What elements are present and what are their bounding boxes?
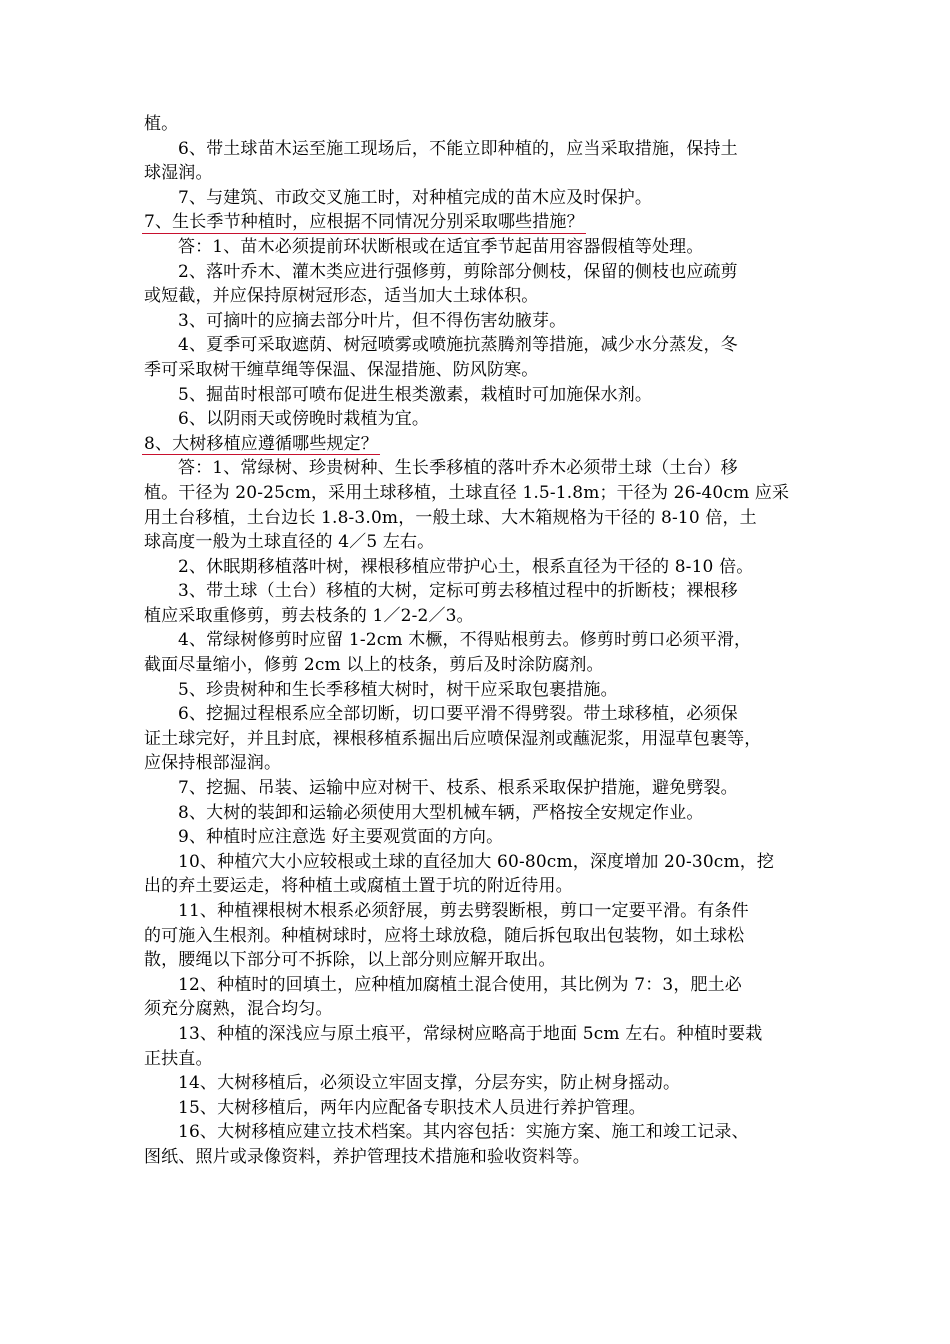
- text-line: 季可采取树干缠草绳等保温、保湿措施、防风防寒。: [144, 359, 539, 380]
- text-line: 3、可摘叶的应摘去部分叶片，但不得伤害幼腋芽。: [178, 310, 567, 331]
- text-line: 应保持根部湿润。: [144, 753, 282, 774]
- text-line: 证土球完好，并且封底，裸根移植系掘出后应喷保湿剂或蘸泥浆，用湿草包裹等，: [144, 728, 762, 749]
- text-line: 正扶直。: [144, 1048, 213, 1069]
- text-line: 4、常绿树修剪时应留 1-2cm 木橛，不得贴根剪去。修剪时剪口必须平滑，: [178, 630, 752, 651]
- text-line: 6、带土球苗木运至施工现场后，不能立即种植的，应当采取措施，保持土: [178, 138, 738, 159]
- text-line: 3、带土球（土台）移植的大树，定标可剪去移植过程中的折断枝；裸根移: [178, 581, 738, 602]
- question-text: 7、生长季节种植时，应根据不同情况分别采取哪些措施？: [144, 212, 584, 233]
- question-text: 8、大树移植应遵循哪些规定？: [144, 433, 378, 454]
- text-line: 出的弃土要运走，将种植土或腐植土置于坑的附近待用。: [144, 876, 573, 897]
- text-line: 4、夏季可采取遮荫、树冠喷雾或喷施抗蒸腾剂等措施，减少水分蒸发，冬: [178, 335, 738, 356]
- text-line: 15、大树移植后，两年内应配备专职技术人员进行养护管理。: [178, 1097, 646, 1118]
- text-line: 2、休眠期移植落叶树，裸根移植应带护心土，根系直径为干径的 8-10 倍。: [178, 556, 754, 577]
- text-line: 植。干径为 20-25cm，采用土球移植，土球直径 1.5-1.8m；干径为 26-40cm 应采: [144, 482, 790, 503]
- text-line: 2、落叶乔木、灌木类应进行强修剪，剪除部分侧枝，保留的侧枝也应疏剪: [178, 261, 738, 282]
- text-line: 答：1、苗木必须提前环状断根或在适宜季节起苗用容器假植等处理。: [178, 236, 704, 257]
- question-heading: [144, 432, 808, 457]
- red-underline: [142, 454, 380, 455]
- red-underline: [142, 233, 586, 234]
- text-line: 13、种植的深浅应与原土痕平，常绿树应略高于地面 5cm 左右。种植时要栽: [178, 1023, 763, 1044]
- question-heading: [144, 210, 808, 235]
- text-line: 用土台移植，土台边长 1.8-3.0m，一般土球、大木箱规格为干径的 8-10 倍，土: [144, 507, 757, 528]
- text-line: 或短截，并应保持原树冠形态，适当加大土球体积。: [144, 286, 539, 307]
- text-line: 14、大树移植后，必须设立牢固支撑，分层夯实，防止树身摇动。: [178, 1073, 681, 1094]
- text-line: 7、挖掘、吊装、运输中应对树干、枝系、根系采取保护措施，避免劈裂。: [178, 778, 738, 799]
- text-line: 球高度一般为土球直径的 4／5 左右。: [144, 532, 435, 553]
- text-line: 6、以阴雨天或傍晚时栽植为宜。: [178, 409, 430, 430]
- text-line: 12、种植时的回填土，应种植加腐植土混合使用，其比例为 7：3，肥土必: [178, 974, 742, 995]
- text-line: 8、大树的装卸和运输必须使用大型机械车辆，严格按全安规定作业。: [178, 802, 704, 823]
- text-line: 须充分腐熟，混合均匀。: [144, 999, 333, 1020]
- text-line: 5、珍贵树种和生长季移植大树时，树干应采取包裹措施。: [178, 679, 618, 700]
- text-line: 6、挖掘过程根系应全部切断，切口要平滑不得劈裂。带土球移植，必须保: [178, 704, 738, 725]
- text-line: 植应采取重修剪，剪去枝条的 1／2-2／3。: [144, 605, 474, 626]
- text-line: 7、与建筑、市政交叉施工时，对种植完成的苗木应及时保护。: [178, 187, 653, 208]
- text-line: 的可施入生根剂。种植树球时，应将土球放稳，随后拆包取出包装物，如土球松: [144, 925, 745, 946]
- text-line: 答：1、常绿树、珍贵树种、生长季移植的落叶乔木必须带土球（土台）移: [178, 458, 738, 479]
- text-line: 散，腰绳以下部分可不拆除，以上部分则应解开取出。: [144, 950, 556, 971]
- document-body: [144, 112, 808, 1170]
- text-line: 植。: [144, 114, 179, 134]
- text-line: 16、大树移植应建立技术档案。其内容包括：实施方案、施工和竣工记录、: [178, 1122, 749, 1143]
- text-line: 图纸、照片或录像资料，养护管理技术措施和验收资料等。: [144, 1146, 590, 1167]
- text-line: 9、种植时应注意选 好主要观赏面的方向。: [178, 827, 504, 848]
- text-line: 10、种植穴大小应较根或土球的直径加大 60-80cm，深度增加 20-30cm，挖: [178, 851, 775, 872]
- text-line: 11、种植裸根树木根系必须舒展，剪去劈裂断根，剪口一定要平滑。有条件: [178, 901, 749, 921]
- text-line: 球湿润。: [144, 163, 213, 184]
- text-line: 5、掘苗时根部可喷布促进生根类激素，栽植时可加施保水剂。: [178, 384, 653, 405]
- text-line: 截面尽量缩小，修剪 2cm 以上的枝条，剪后及时涂防腐剂。: [144, 655, 604, 676]
